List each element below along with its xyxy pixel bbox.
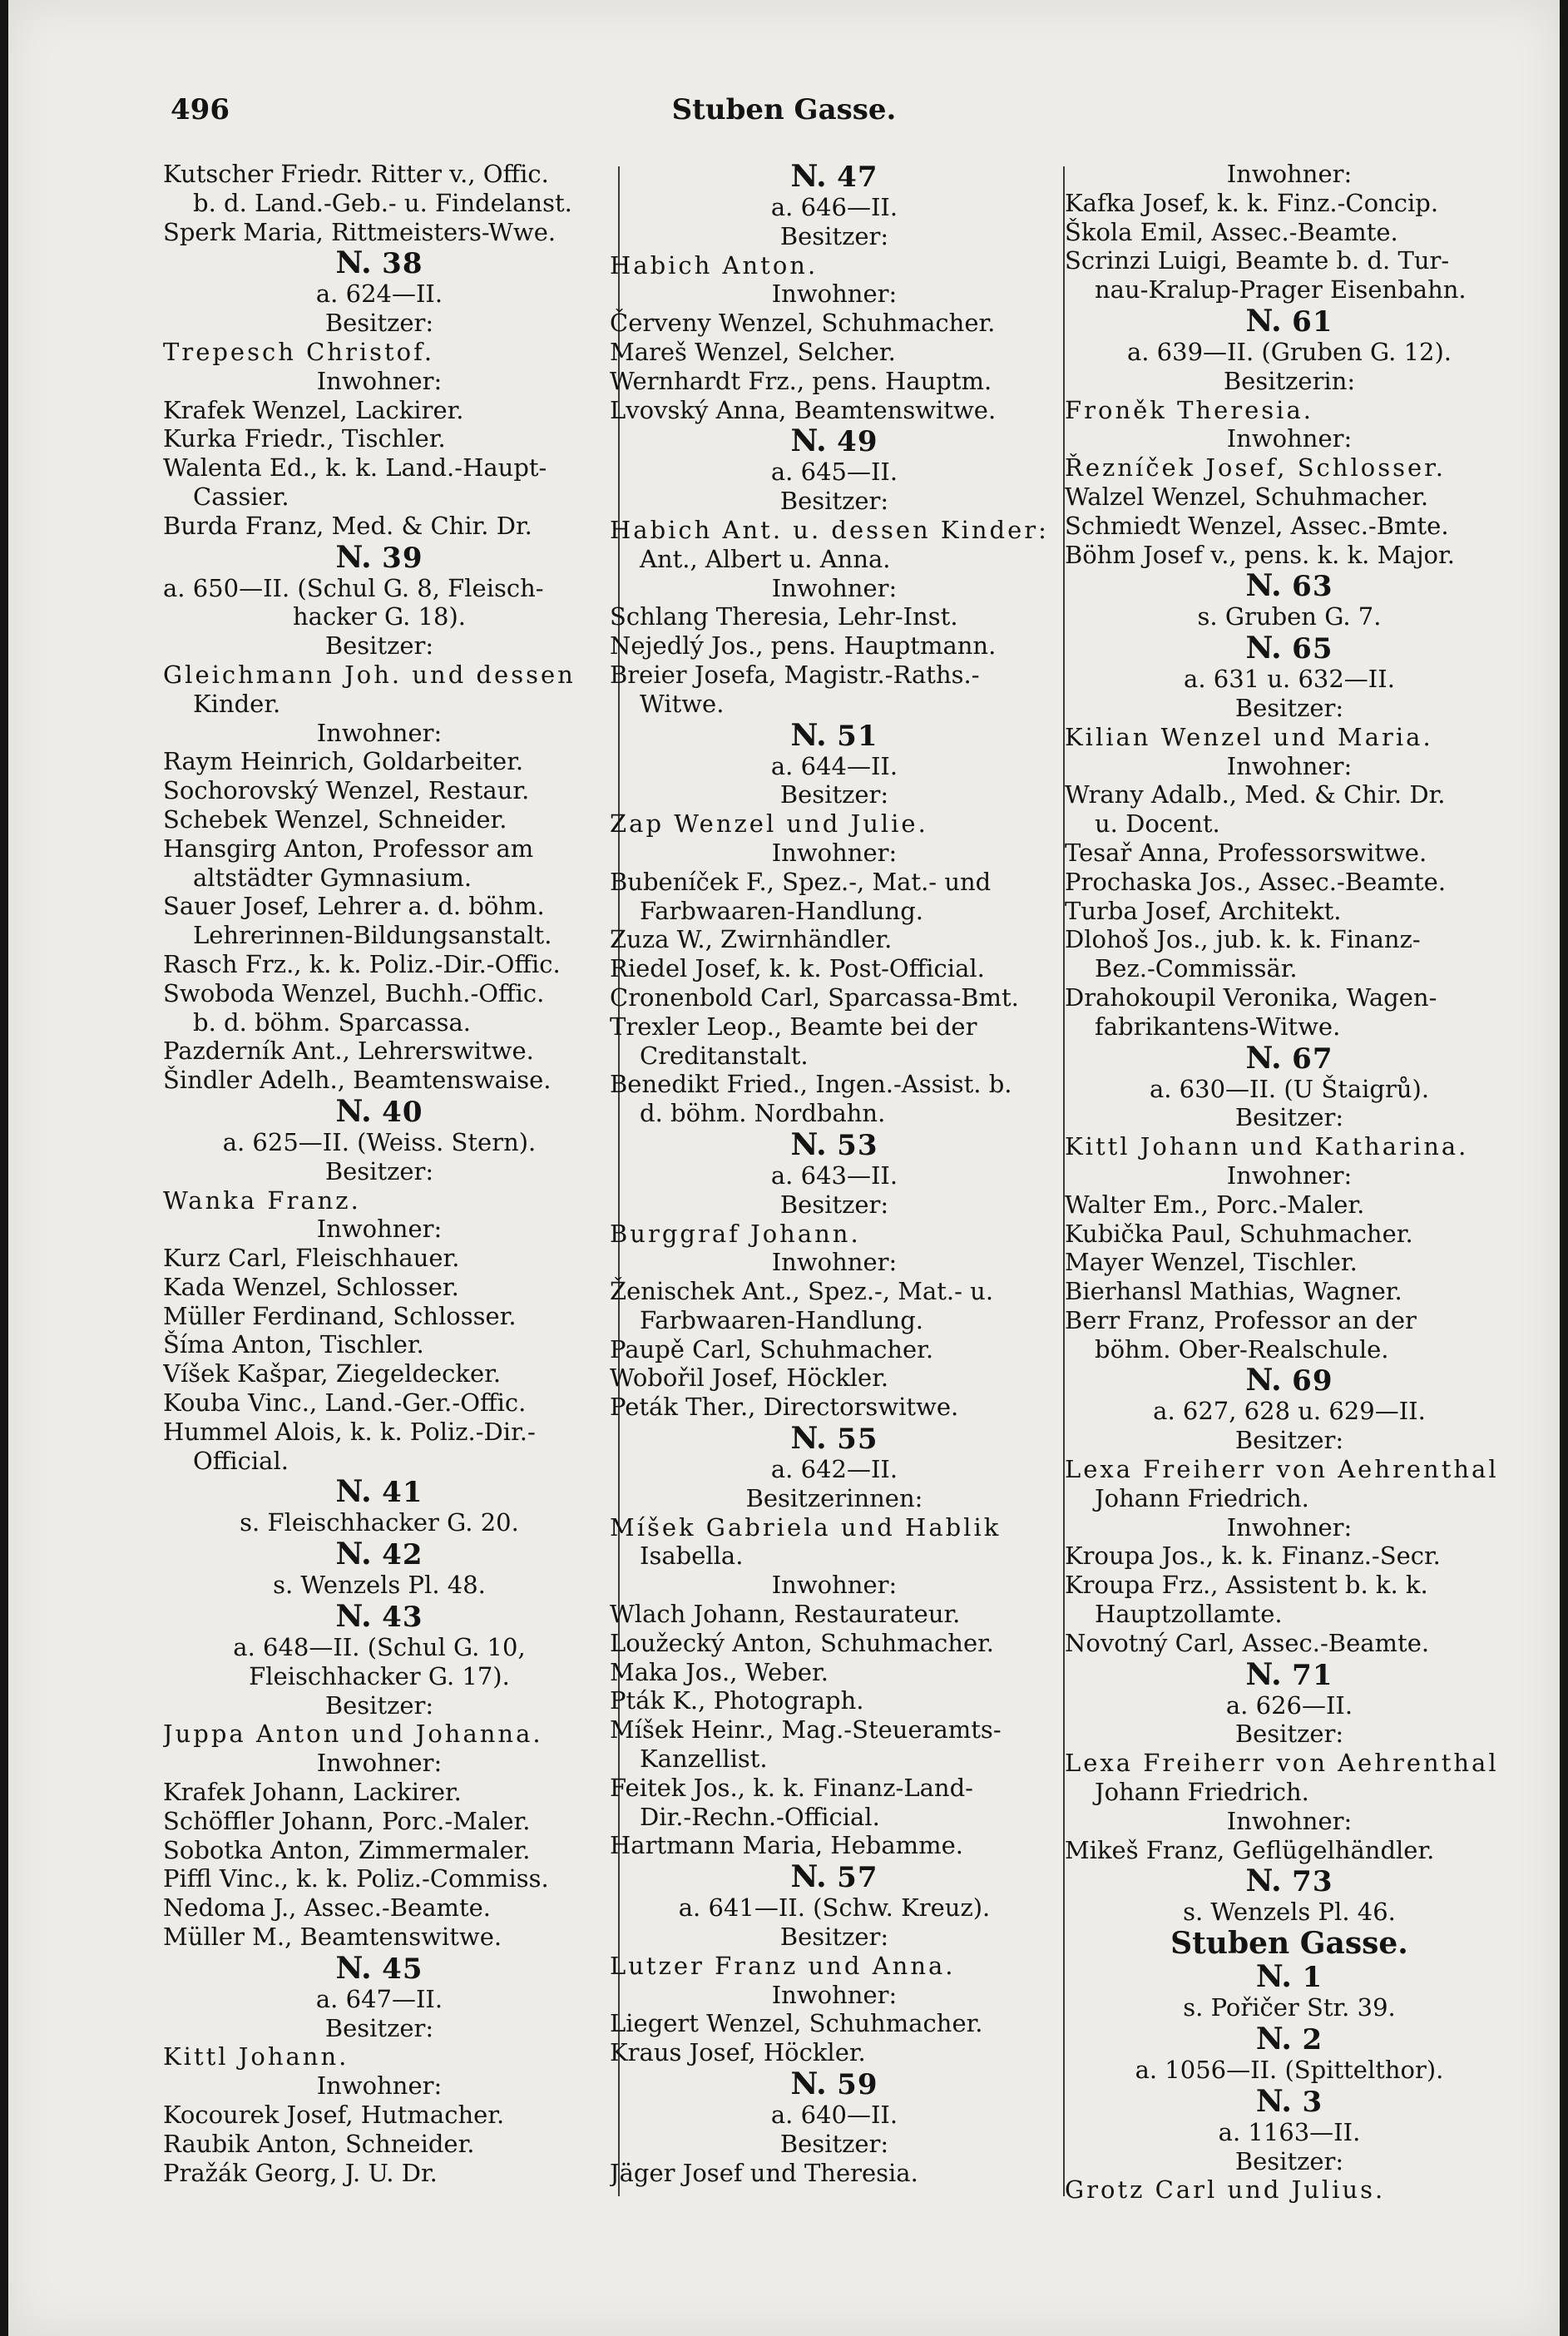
house-number: 47 (837, 161, 878, 193)
owner-line: Lexa Freiherr von Aehrenthal (1065, 1455, 1499, 1484)
centered-line: Besitzer: (1234, 693, 1344, 722)
house-number-heading (1065, 1658, 1514, 1691)
entry-line: Loužecký Anton, Schuhmacher. (610, 1628, 995, 1657)
house-number-heading (163, 1600, 596, 1633)
centered-line: a. 625—II. (Weiss. Stern). (222, 1127, 537, 1156)
entry-line: Víšek Kašpar, Ziegeldecker. (163, 1359, 502, 1388)
house-number-heading (163, 1475, 596, 1508)
entry-line: Krafek Wenzel, Lackirer. (163, 395, 464, 424)
centered-line: Inwohner: (771, 838, 898, 867)
house-number-heading (610, 1422, 1059, 1455)
centered-line: Inwohner: (316, 366, 443, 395)
continuation-line: b. d. Land.-Geb.- u. Findelanst. (193, 188, 572, 217)
entry-line: Drahokoupil Veronika, Wagen- (1065, 982, 1437, 1012)
house-number-prefix: N. (790, 718, 838, 752)
centered-line: Besitzerinnen: (745, 1483, 923, 1512)
house-number-heading (1065, 1960, 1514, 1993)
continuation-line: Witwe. (640, 689, 725, 718)
entry-line: Bubeníček F., Spez.-, Mat.- und (610, 867, 992, 896)
entry-line: Ženischek Ant., Spez.-, Mat.- u. (610, 1277, 994, 1306)
house-number-heading (610, 1128, 1059, 1161)
house-number-prefix: N. (790, 160, 838, 193)
centered-line: Inwohner: (771, 573, 898, 602)
entry-line: Müller M., Beamtenswitwe. (163, 1923, 502, 1952)
entry-line: Kroupa Jos., k. k. Finanz.-Secr. (1065, 1542, 1441, 1571)
entry-line: Riedel Josef, k. k. Post-Official. (610, 954, 985, 983)
entry-line: Feitek Jos., k. k. Finanz-Land- (610, 1773, 973, 1802)
entry-line: Rasch Frz., k. k. Poliz.-Dir.-Offic. (163, 949, 561, 978)
centered-line: Inwohner: (316, 1749, 443, 1778)
house-number-heading (1065, 2085, 1514, 2118)
centered-line: Besitzer: (779, 1923, 889, 1952)
house-number: 65 (1292, 632, 1333, 666)
centered-line: a. 639—II. (Gruben G. 12). (1126, 337, 1452, 366)
house-number: 49 (837, 425, 878, 458)
entry-line: Böhm Josef v., pens. k. k. Major. (1065, 540, 1455, 569)
owner-line: Habich Anton. (610, 250, 819, 280)
continuation-line: Creditanstalt. (640, 1041, 809, 1070)
house-number: 63 (1292, 570, 1333, 603)
house-number-prefix: N. (335, 1537, 383, 1571)
entry-line: Šindler Adelh., Beamtenswaise. (163, 1066, 552, 1095)
entry-line: Swoboda Wenzel, Buchh.-Offic. (163, 978, 545, 1007)
centered-line: s. Gruben G. 7. (1197, 602, 1382, 631)
house-number: 73 (1292, 1865, 1333, 1898)
entry-line: Schebek Wenzel, Schneider. (163, 804, 507, 834)
house-number-heading (610, 2067, 1059, 2101)
house-number-prefix: N. (1255, 2084, 1303, 2118)
centered-line: s. Wenzels Pl. 46. (1183, 1898, 1396, 1927)
centered-line: Inwohner: (771, 1980, 898, 2009)
house-number: 1 (1302, 1961, 1323, 1994)
entry-line: Pazderník Ant., Lehrerswitwe. (163, 1037, 534, 1066)
entry-line: Peták Ther., Directorswitwe. (610, 1393, 959, 1422)
house-number-heading (1065, 631, 1514, 665)
entry-line: Wlach Johann, Restaurateur. (610, 1600, 961, 1629)
entry-line: Paupě Carl, Schuhmacher. (610, 1334, 934, 1363)
entry-line: Walter Em., Porc.-Maler. (1065, 1190, 1365, 1219)
entry-line: Pták K., Photograph. (610, 1686, 864, 1715)
entry-line: Sauer Josef, Lehrer a. d. böhm. (163, 892, 545, 921)
entry-line: Wernhardt Frz., pens. Hauptm. (610, 366, 992, 395)
centered-line: Besitzer: (779, 1190, 889, 1219)
entry-line: Kutscher Friedr. Ritter v., Offic. (163, 160, 549, 188)
entry-line: Kroupa Frz., Assistent b. k. k. (1065, 1571, 1428, 1600)
entry-line: Pražák Georg, J. U. Dr. (163, 2158, 438, 2187)
house-number: 40 (382, 1095, 423, 1128)
continuation-line: Kinder. (193, 689, 281, 718)
continuation-line: Ant., Albert u. Anna. (640, 544, 891, 573)
continuation-line: Bez.-Commissär. (1095, 954, 1298, 983)
continuation-line: Hauptzollamte. (1095, 1600, 1283, 1629)
entry-line: Nejedlý Jos., pens. Hauptmann. (610, 631, 997, 661)
house-number-heading (163, 1095, 596, 1128)
owner-line: Habich Ant. u. dessen Kinder: (610, 515, 1049, 544)
house-number: 61 (1292, 304, 1333, 338)
entry-line: Kocourek Josef, Hutmacher. (163, 2101, 505, 2130)
house-number-heading (610, 160, 1059, 193)
centered-line: Inwohner: (1226, 1512, 1353, 1542)
centered-line: Inwohner: (771, 1248, 898, 1277)
centered-line: Besitzer: (779, 221, 889, 250)
entry-line: Mareš Wenzel, Selcher. (610, 337, 896, 366)
house-number-prefix: N. (1255, 2022, 1303, 2056)
house-number-prefix: N. (335, 1094, 383, 1128)
entry-line: Trexler Leop., Beamte bei der (610, 1012, 977, 1041)
house-number-prefix: N. (1245, 569, 1293, 603)
entry-line: Kubička Paul, Schuhmacher. (1065, 1219, 1413, 1248)
centered-line: Inwohner: (1226, 1161, 1353, 1190)
house-number: 69 (1292, 1364, 1333, 1398)
continuation-line: Kanzellist. (640, 1745, 768, 1774)
centered-line: Besitzer: (324, 631, 434, 661)
owner-line: Řezníček Josef, Schlosser. (1065, 453, 1447, 483)
entry-line: Míšek Heinr., Mag.-Steueramts- (610, 1715, 1002, 1745)
house-number-heading (163, 1952, 596, 1985)
entry-line: Dlohoš Jos., jub. k. k. Finanz- (1065, 925, 1421, 954)
centered-line: a. 624—II. (315, 280, 443, 309)
directory-page (8, 0, 1560, 2336)
entry-line: Breier Josefa, Magistr.-Raths.- (610, 660, 980, 689)
house-number-prefix: N. (1245, 304, 1293, 338)
house-number-heading (163, 541, 596, 574)
owner-line: Gleichmann Joh. und dessen (163, 660, 576, 689)
entry-line: Kouba Vinc., Land.-Ger.-Offic. (163, 1388, 527, 1418)
centered-line: Inwohner: (316, 1215, 443, 1244)
continuation-line: Farbwaaren-Handlung. (640, 896, 924, 925)
entry-line: Burda Franz, Med. & Chir. Dr. (163, 511, 532, 540)
centered-line: a. 648—II. (Schul G. 10, (233, 1633, 526, 1662)
house-number: 45 (382, 1952, 423, 1985)
centered-line: Besitzer: (779, 2129, 889, 2158)
entry-line: Kada Wenzel, Schlosser. (163, 1272, 459, 1301)
centered-line: a. 646—II. (770, 193, 898, 221)
page-number: 496 (171, 93, 230, 126)
centered-line: a. 630—II. (U Štaigrů). (1149, 1074, 1430, 1103)
centered-line: Besitzerin: (1223, 366, 1356, 395)
entry-line: Hansgirg Anton, Professor am (163, 834, 534, 863)
owner-line: Zap Wenzel und Julie. (610, 809, 928, 839)
entry-line: Mikeš Franz, Geflügelhändler. (1065, 1835, 1435, 1864)
house-number-prefix: N. (335, 1951, 383, 1985)
centered-line: a. 1163—II. (1218, 2117, 1361, 2146)
house-number-heading (163, 246, 596, 280)
street-heading: Stuben Gasse. (1170, 1927, 1408, 1961)
continuation-line: fabrikantens-Witwe. (1095, 1012, 1341, 1041)
house-number-heading (1065, 1363, 1514, 1397)
centered-line: Besitzer: (1234, 1426, 1344, 1455)
continuation-line: Farbwaaren-Handlung. (640, 1305, 924, 1334)
house-number: 41 (382, 1476, 423, 1509)
owner-line: Kittl Johann und Katharina. (1065, 1132, 1469, 1161)
entry-line: Raubik Anton, Schneider. (163, 2129, 475, 2158)
house-number-prefix: N. (335, 540, 383, 574)
owner-line: Kittl Johann. (163, 2042, 349, 2071)
entry-line: Bierhansl Mathias, Wagner. (1065, 1277, 1402, 1306)
continuation-line: nau-Kralup-Prager Eisenbahn. (1095, 275, 1467, 304)
house-number: 3 (1302, 2085, 1323, 2118)
entry-line: Hummel Alois, k. k. Poliz.-Dir.- (163, 1417, 536, 1446)
entry-line: Šíma Anton, Tischler. (163, 1330, 424, 1359)
entry-line: Jäger Josef und Theresia. (610, 2158, 918, 2187)
entry-line: Škola Emil, Assec.-Beamte. (1065, 217, 1398, 246)
house-number-prefix: N. (790, 1127, 838, 1161)
entry-line: Mayer Wenzel, Tischler. (1065, 1248, 1358, 1277)
entry-line: Novotný Carl, Assec.-Beamte. (1065, 1628, 1430, 1657)
house-number-prefix: N. (1245, 1864, 1293, 1898)
centered-line: hacker G. 18). (292, 602, 467, 631)
house-number-heading (1065, 569, 1514, 602)
continuation-line: d. böhm. Nordbahn. (640, 1099, 886, 1128)
entry-line: Piffl Vinc., k. k. Poliz.-Commiss. (163, 1864, 549, 1893)
centered-line: a. 627, 628 u. 629—II. (1153, 1397, 1426, 1426)
entry-line: Sobotka Anton, Zimmermaler. (163, 1835, 531, 1864)
continuation-line: Cassier. (193, 482, 289, 511)
entry-line: Raym Heinrich, Goldarbeiter. (163, 747, 524, 776)
centered-line: Inwohner: (771, 280, 898, 309)
entry-line: Kraus Josef, Höckler. (610, 2038, 866, 2067)
continuation-line: Isabella. (640, 1542, 744, 1571)
centered-line: Besitzer: (324, 309, 434, 338)
centered-line: Besitzer: (324, 1690, 434, 1720)
continuation-line: Johann Friedrich. (1095, 1483, 1309, 1512)
centered-line: a. 643—II. (770, 1161, 898, 1190)
house-number-prefix: N. (1255, 1960, 1303, 1994)
centered-line: a. 1056—II. (Spittelthor). (1135, 2056, 1444, 2085)
house-number: 51 (837, 719, 878, 752)
centered-line: a. 647—II. (315, 1984, 443, 2013)
continuation-line: b. d. böhm. Sparcassa. (193, 1007, 472, 1037)
continuation-line: Lehrerinnen-Bildungsanstalt. (193, 921, 552, 950)
centered-line: Inwohner: (1226, 751, 1353, 780)
house-number-prefix: N. (335, 246, 383, 280)
entry-line: Prochaska Jos., Assec.-Beamte. (1065, 867, 1447, 896)
house-number: 2 (1302, 2023, 1323, 2056)
house-number-heading (1065, 2022, 1514, 2056)
house-number-prefix: N. (790, 1860, 838, 1894)
house-number: 57 (837, 1861, 878, 1894)
house-number-prefix: N. (790, 1422, 838, 1456)
centered-line: Besitzer: (1234, 1720, 1344, 1749)
owner-line: Burggraf Johann. (610, 1219, 861, 1248)
house-number-heading (610, 424, 1059, 458)
centered-line: Besitzer: (324, 1156, 434, 1185)
centered-line: a. 631 u. 632—II. (1184, 665, 1395, 694)
centered-line: Besitzer: (1234, 1103, 1344, 1132)
house-number: 67 (1292, 1042, 1333, 1075)
centered-line: a. 644—II. (770, 751, 898, 780)
centered-line: Besitzer: (779, 780, 889, 809)
house-number: 59 (837, 2068, 878, 2101)
entry-line: Walzel Wenzel, Schuhmacher. (1065, 482, 1429, 511)
house-number-heading (1065, 1042, 1514, 1075)
entry-line: Kurz Carl, Fleischhauer. (163, 1244, 460, 1273)
centered-line: Besitzer: (1234, 2146, 1344, 2175)
column-3 (1065, 160, 1514, 2205)
house-number-prefix: N. (790, 424, 838, 458)
entry-line: Schmiedt Wenzel, Assec.-Bmte. (1065, 511, 1449, 540)
centered-line: Inwohner: (1226, 1806, 1353, 1835)
entry-line: Wobořil Josef, Höckler. (610, 1363, 889, 1393)
centered-line: a. 645—II. (770, 458, 898, 487)
owner-line: Lexa Freiherr von Aehrenthal (1065, 1749, 1499, 1778)
entry-line: Wrany Adalb., Med. & Chir. Dr. (1065, 780, 1446, 809)
centered-line: s. Wenzels Pl. 48. (273, 1571, 486, 1600)
page-title: Stuben Gasse. (671, 93, 897, 126)
entry-line: Nedoma J., Assec.-Beamte. (163, 1893, 492, 1923)
centered-line: Besitzer: (324, 2013, 434, 2042)
house-number: 38 (382, 247, 423, 280)
house-number-heading (1065, 1864, 1514, 1898)
owner-line: Kilian Wenzel und Maria. (1065, 722, 1433, 751)
centered-line: Inwohner: (1226, 424, 1353, 453)
owner-line: Grotz Carl und Julius. (1065, 2175, 1386, 2205)
owner-line: Míšek Gabriela und Hablik (610, 1512, 1002, 1542)
entry-line: Kurka Friedr., Tischler. (163, 424, 446, 453)
continuation-line: altstädter Gymnasium. (193, 863, 472, 892)
house-number-prefix: N. (335, 1475, 383, 1509)
owner-line: Lutzer Franz und Anna. (610, 1951, 956, 1980)
entry-line: Maka Jos., Weber. (610, 1657, 829, 1686)
owner-line: Juppa Anton und Johanna. (163, 1720, 543, 1749)
house-number-heading (1065, 304, 1514, 338)
continuation-line: Johann Friedrich. (1095, 1778, 1309, 1807)
house-number-heading (163, 1537, 596, 1571)
house-number: 39 (382, 541, 423, 574)
continuation-line: böhm. Ober-Realschule. (1095, 1334, 1389, 1363)
entry-line: Benedikt Fried., Ingen.-Assist. b. (610, 1070, 1012, 1099)
continuation-line: Official. (193, 1446, 289, 1475)
continuation-line: u. Docent. (1095, 809, 1220, 839)
house-number: 55 (837, 1423, 878, 1456)
house-number-prefix: N. (1245, 631, 1293, 666)
house-number: 43 (382, 1601, 423, 1634)
centered-line: a. 640—II. (770, 2101, 898, 2130)
entry-line: a. 650—II. (Schul G. 8, Fleisch- (163, 573, 544, 602)
entry-line: Schlang Theresia, Lehr-Inst. (610, 602, 958, 631)
column-1 (163, 160, 596, 2187)
centered-line: s. Pořičer Str. 39. (1183, 1993, 1396, 2022)
centered-line: Inwohner: (316, 718, 443, 747)
entry-line: Hartmann Maria, Hebamme. (610, 1831, 963, 1860)
house-number: 71 (1292, 1658, 1333, 1691)
continuation-line: Dir.-Rechn.-Official. (640, 1802, 880, 1831)
entry-line: Cronenbold Carl, Sparcassa-Bmt. (610, 982, 1019, 1012)
centered-line: a. 641—II. (Schw. Kreuz). (678, 1893, 991, 1923)
house-number-heading (610, 1860, 1059, 1893)
centered-line: a. 626—II. (1225, 1690, 1353, 1720)
entry-line: Lvovský Anna, Beamtenswitwe. (610, 395, 997, 424)
centered-line: Inwohner: (771, 1571, 898, 1600)
entry-line: Červeny Wenzel, Schuhmacher. (610, 309, 996, 338)
column-2 (610, 160, 1059, 2187)
centered-line: Besitzer: (779, 487, 889, 516)
entry-line: Liegert Wenzel, Schuhmacher. (610, 2009, 983, 2038)
entry-line: Turba Josef, Architekt. (1065, 896, 1342, 925)
house-number: 42 (382, 1538, 423, 1571)
house-number-prefix: N. (1245, 1363, 1293, 1398)
entry-line: Schöffler Johann, Porc.-Maler. (163, 1806, 531, 1835)
centered-line: Inwohner: (316, 2071, 443, 2101)
centered-line: s. Fleischhacker G. 20. (240, 1508, 519, 1537)
house-number-prefix: N. (790, 2067, 838, 2101)
entry-line: Krafek Johann, Lackirer. (163, 1778, 462, 1807)
house-number-heading (610, 719, 1059, 752)
entry-line: Berr Franz, Professor an der (1065, 1305, 1417, 1334)
entry-line: Scrinzi Luigi, Beamte b. d. Tur- (1065, 246, 1450, 275)
owner-line: Froněk Theresia. (1065, 395, 1313, 424)
house-number: 53 (837, 1128, 878, 1161)
owner-line: Wanka Franz. (163, 1185, 361, 1215)
owner-line: Trepesch Christof. (163, 337, 435, 366)
centered-line: a. 642—II. (770, 1455, 898, 1484)
entry-line: Sperk Maria, Rittmeisters-Wwe. (163, 217, 556, 246)
entry-line: Walenta Ed., k. k. Land.-Haupt- (163, 453, 547, 483)
centered-line: Inwohner: (1226, 160, 1353, 188)
centered-line: Fleischhacker G. 17). (249, 1661, 510, 1690)
entry-line: Sochorovský Wenzel, Restaur. (163, 776, 530, 805)
entry-line: Kafka Josef, k. k. Finz.-Concip. (1065, 188, 1439, 217)
entry-line: Tesař Anna, Professorswitwe. (1065, 838, 1427, 867)
house-number-prefix: N. (1245, 1657, 1293, 1691)
house-number-prefix: N. (335, 1600, 383, 1634)
entry-line: Zuza W., Zwirnhändler. (610, 925, 893, 954)
house-number-prefix: N. (1245, 1041, 1293, 1075)
entry-line: Müller Ferdinand, Schlosser. (163, 1301, 517, 1330)
